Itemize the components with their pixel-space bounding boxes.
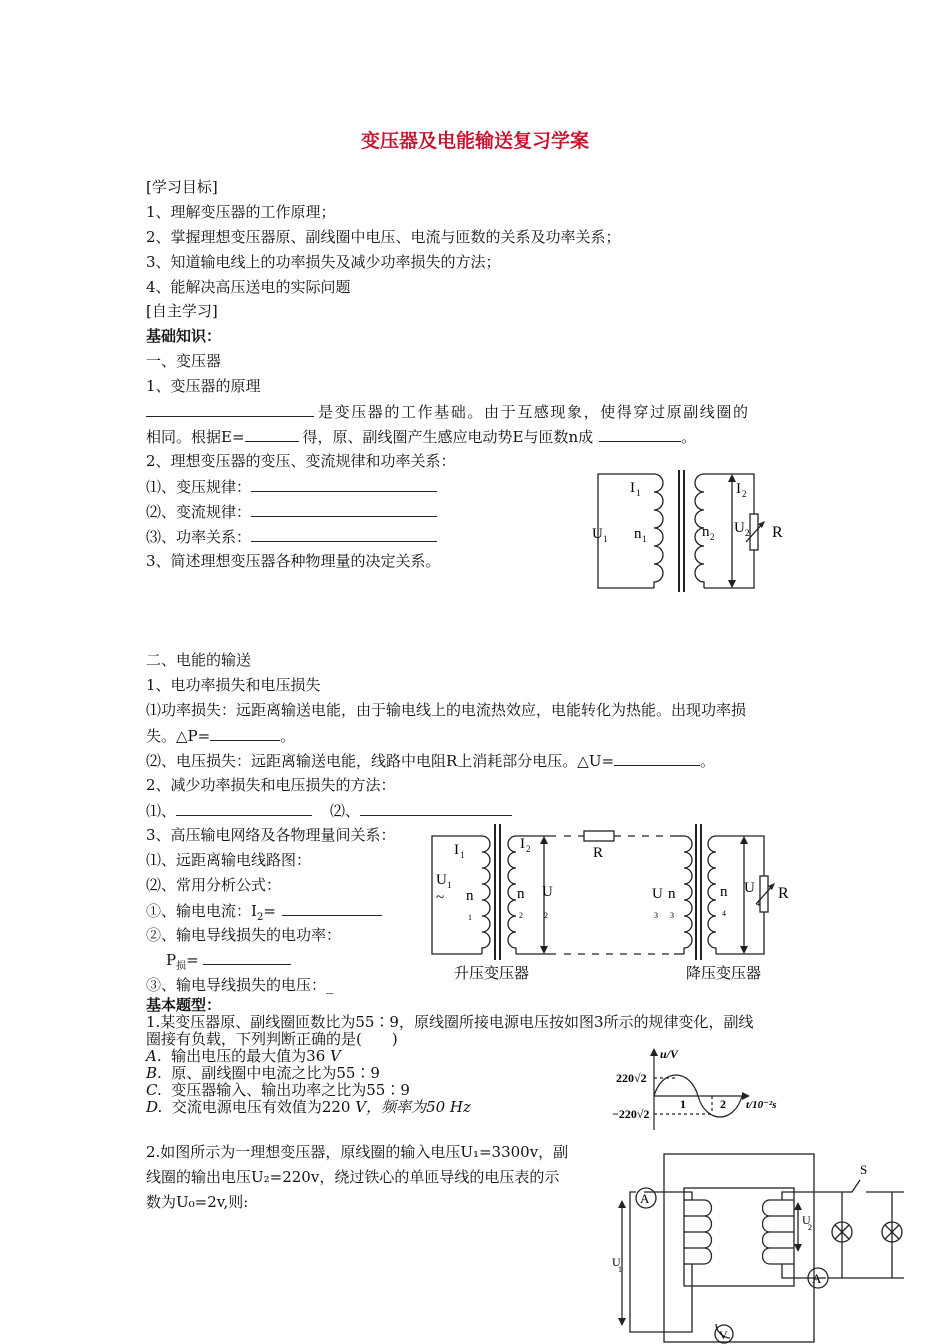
section-transmission-title: 二、电能的输送 <box>146 651 252 669</box>
u3-label: U <box>652 886 663 902</box>
i1-sub: 1 <box>636 488 641 498</box>
x-tick-2: 2 <box>720 1097 726 1111</box>
question-2-line-2: 线圈的输出电压U₂=220v，绕过铁心的单匝导线的电压表的示 <box>146 1168 560 1186</box>
method-label: ⑴、 <box>146 802 177 820</box>
x-tick-1: 1 <box>680 1097 686 1111</box>
option-unit: V，频率为50 Hz <box>355 1098 471 1116</box>
circuit-diagram-label: ⑴、远距离输电线路图： <box>146 851 312 869</box>
reduce-methods <box>146 801 512 820</box>
fill-blank[interactable] <box>210 726 280 741</box>
n2-sub: 2 <box>710 532 715 542</box>
principle-text: 相同。根据E= <box>146 428 245 446</box>
voltage-loss-line <box>146 751 715 770</box>
u1-sub: 1 <box>618 1265 622 1274</box>
option-letter: D. <box>146 1098 163 1116</box>
option-text: 变压器输入、输出功率之比为55∶9 <box>171 1081 410 1099</box>
fill-blank[interactable] <box>251 502 437 517</box>
page-title: 变压器及电能输送复习学案 <box>360 130 589 152</box>
rules-title: 2、理想变压器的变压、变流规律和功率关系： <box>146 452 456 470</box>
formula-power-label: ②、输电导线损失的电功率： <box>146 926 342 944</box>
option-text: 输出电压的最大值为36 <box>171 1047 326 1065</box>
switch-label: S <box>860 1162 868 1177</box>
u4-label: U <box>744 880 755 896</box>
rule-power <box>146 527 437 546</box>
ammeter-primary-label: A <box>640 1191 650 1206</box>
principle-line-1 <box>146 402 750 421</box>
i2-label: I <box>520 836 525 852</box>
formula-text: ①、输电电流：I <box>146 902 257 920</box>
y-axis-label: u/V <box>660 1047 679 1061</box>
line-resistor-label: R <box>593 845 604 861</box>
u3-sub: 3 <box>654 911 658 920</box>
voltmeter-label: V <box>719 1328 728 1342</box>
principle-title: 1、变压器的原理 <box>146 377 261 395</box>
fill-blank[interactable] <box>282 901 382 916</box>
goals-header: [学习目标] <box>146 178 218 196</box>
formula-sub: 损 <box>176 961 187 972</box>
rule-label: ⑶、功率关系： <box>146 528 252 546</box>
option-d <box>146 1098 471 1116</box>
reduce-methods-title: 2、减少功率损失和电压损失的方法： <box>146 776 396 794</box>
n2-label: n <box>517 886 525 902</box>
method-label: ⑵、 <box>330 802 361 820</box>
n2-sub: 2 <box>519 911 523 920</box>
transformer-diagram <box>592 466 802 596</box>
y-max-label: 220√2 <box>616 1071 647 1085</box>
r-label: R <box>772 524 783 541</box>
basic-knowledge-heading: 基础知识： <box>146 327 222 345</box>
option-letter: B. <box>146 1064 162 1082</box>
ac-source-symbol: ~ <box>436 890 445 906</box>
goal-item: 4、能解决高压送电的实际问题 <box>146 278 351 296</box>
i1-label: I <box>630 480 635 496</box>
loss-text: 。 <box>280 727 296 745</box>
formula-text: = <box>263 902 276 920</box>
i1-sub: 1 <box>460 850 465 860</box>
goal-item: 1、理解变压器的工作原理； <box>146 203 336 221</box>
fill-blank[interactable] <box>203 950 291 965</box>
n4-label: n <box>720 884 728 900</box>
principle-text: 得，原、副线圈产生感应电动势E与匝数n成 <box>302 428 594 446</box>
i1-label: I <box>454 842 459 858</box>
fill-blank[interactable] <box>176 801 312 816</box>
question-2-line-1: 2.如图所示为一理想变压器，原线圈的输入电压U₁=3300v，副 <box>146 1143 569 1161</box>
goal-item: 3、知道输电线上的功率损失及减少功率损失的方法； <box>146 253 501 271</box>
determination-text: 3、简述理想变压器各种物理量的决定关系。 <box>146 552 441 570</box>
u2-label: U <box>542 884 553 900</box>
fill-blank[interactable] <box>599 427 681 442</box>
question-2-line-3: 数为U₀=2v,则: <box>146 1193 249 1211</box>
principle-line-2 <box>146 427 696 446</box>
option-c <box>146 1081 410 1099</box>
option-letter: C. <box>146 1081 162 1099</box>
loss-text: ⑵、电压损失：远距离输送电能，线路中电阻R上消耗部分电压。△U= <box>146 752 615 770</box>
n4-sub: 4 <box>722 909 726 918</box>
formulas-label: ⑵、常用分析公式： <box>146 876 282 894</box>
voltage-waveform-graph <box>612 1046 792 1134</box>
i2-sub: 2 <box>742 489 747 499</box>
loss-title: 1、电功率损失和电压损失 <box>146 676 321 694</box>
option-a <box>146 1047 341 1065</box>
n1-label: n <box>634 526 642 542</box>
option-text: 交流电源电压有效值为220 <box>171 1098 351 1116</box>
option-unit: V <box>330 1047 341 1065</box>
rule-voltage <box>146 477 437 496</box>
formula-voltage-label: ③、输电导线损失的电压：_ <box>146 976 334 994</box>
u2-sub: 2 <box>745 528 750 538</box>
ammeter-secondary-label: A <box>812 1271 822 1286</box>
question-1-line-1: 1.某变压器原、副线圈匝数比为55∶9，原线圈所接电源电压按如图3所示的规律变化，副线 <box>146 1013 754 1031</box>
i2-label: I <box>736 481 741 497</box>
option-b <box>146 1064 380 1082</box>
step-up-caption: 升压变压器 <box>454 966 530 982</box>
formula-current <box>146 901 382 927</box>
y-min-label: −220√2 <box>612 1107 650 1121</box>
rule-current <box>146 502 437 521</box>
section-transformer-title: 一、变压器 <box>146 352 222 370</box>
goal-item: 2、掌握理想变压器原、副线圈中电压、电流与匝数的关系及功率关系； <box>146 228 621 246</box>
power-loss-line-2 <box>146 726 295 745</box>
u1-sub: 1 <box>447 880 452 890</box>
u4-sub: 4 <box>756 899 760 908</box>
rule-label: ⑴、变压规律： <box>146 478 252 496</box>
transmission-diagram <box>424 820 804 985</box>
n1-sub: 1 <box>642 534 647 544</box>
rule-label: ⑵、变流规律： <box>146 503 252 521</box>
step-down-caption: 降压变压器 <box>686 966 762 982</box>
x-axis-label: t/10⁻²s <box>746 1099 777 1111</box>
i2-sub: 2 <box>526 844 531 854</box>
fill-blank[interactable] <box>146 402 314 417</box>
fill-blank[interactable] <box>251 477 437 492</box>
formula-sub: 2 <box>256 912 264 923</box>
formula-text: = <box>186 951 199 969</box>
option-letter: A. <box>146 1047 162 1065</box>
load-resistor-label: R <box>778 885 789 902</box>
question-1-line-2: 圈接有负载，下列判断正确的是( ) <box>146 1030 398 1048</box>
u1-label: U <box>592 526 603 542</box>
examples-heading: 基本题型： <box>146 996 222 1014</box>
n1-label: n <box>466 888 474 904</box>
option-text: 原、副线圈中电流之比为55∶9 <box>171 1064 380 1082</box>
u1-label: U <box>436 872 447 888</box>
n3-sub: 3 <box>670 911 674 920</box>
loss-text: 。 <box>700 752 716 770</box>
transformer-meter-diagram <box>612 1148 912 1344</box>
loss-text: 失。△P= <box>146 727 211 745</box>
u2-label: U <box>734 520 745 536</box>
fill-blank[interactable] <box>251 527 437 542</box>
n3-label: n <box>668 886 676 902</box>
principle-text: 是变压器的工作基础。由于互感现象，使得穿过原副线圈的 <box>318 403 750 421</box>
u1-label: U <box>612 1255 621 1269</box>
power-loss-line-1: ⑴功率损失：远距离输送电能，由于输电线上的电流热效应，电能转化为热能。出现功率损 <box>146 701 747 719</box>
self-study-header: [自主学习] <box>146 302 218 320</box>
fill-blank[interactable] <box>614 751 700 766</box>
u2-sub: 2 <box>544 911 548 920</box>
network-title: 3、高压输电网络及各物理量间关系： <box>146 826 396 844</box>
u2-sub: 2 <box>808 1223 812 1232</box>
fill-blank[interactable] <box>360 801 512 816</box>
formula-text: P <box>166 951 177 969</box>
fill-blank[interactable] <box>245 427 299 442</box>
formula-power <box>166 950 291 976</box>
n1-sub: 1 <box>468 913 472 922</box>
u1-sub: 1 <box>603 534 608 544</box>
n2-label: n <box>702 524 710 540</box>
principle-text: 。 <box>681 428 697 446</box>
u2-label: U <box>802 1213 811 1227</box>
